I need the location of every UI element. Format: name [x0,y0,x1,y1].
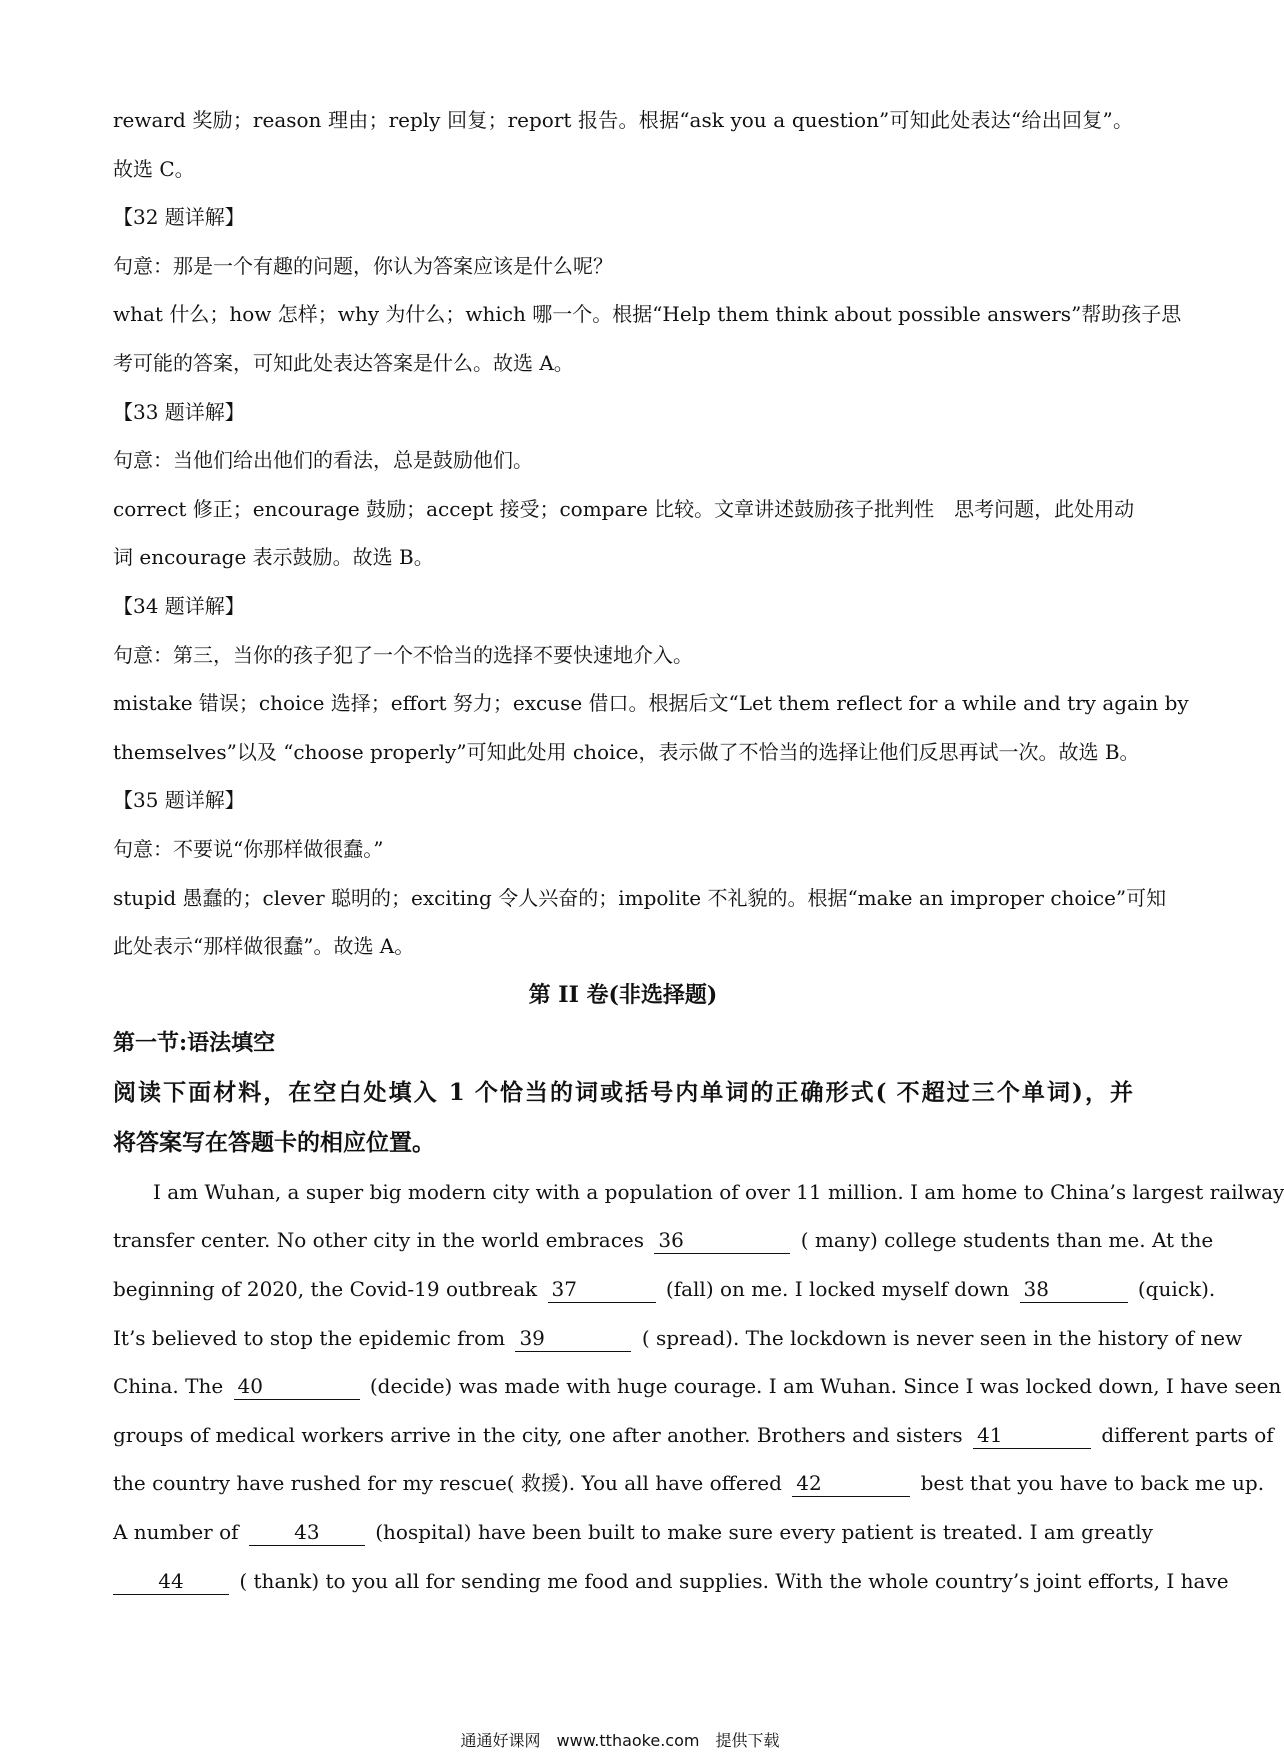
q35-heading: 【35 题详解】 [113,788,245,813]
blank-44: 44 [113,1568,229,1595]
blank-36: 36 [654,1227,790,1254]
passage-line6 [113,1411,1274,1460]
q33-explanation-line1: correct 修正；encourage 鼓励；accept 接受；compare 比较。文章讲述鼓励孩子批判性 思考问题，此处用动 [113,496,1135,521]
q35-explanation-line1: stupid 愚蠢的；clever 聪明的；exciting 令人兴奋的；impolite 不礼貌的。根据“make an improper choice”可知 [113,885,1167,910]
q32-meaning: 句意：那是一个有趣的问题，你认为答案应该是什么呢？ [113,253,613,278]
passage-line2 [113,1216,1214,1265]
passage-line8 [113,1508,1153,1557]
passage-text: different parts of [1101,1422,1274,1447]
blank-40: 40 [234,1373,360,1400]
passage-line1: I am Wuhan, a super big modern city with a population of over 11 million. I am home to China’s largest railway [153,1179,1284,1204]
q34-explanation-line1: mistake 错误；choice 选择；effort 努力；excuse 借口。根据后文“Let them reflect for a while and try again by [113,691,1189,716]
passage-text: best that you have to back me up. [920,1471,1265,1496]
q32-explanation-line1: what 什么；how 怎样；why 为什么；which 哪一个。根据“Help them think about possible answers”帮助孩子思 [113,302,1182,327]
passage-text: ( thank) to you all for sending me food and supplies. With the whole country’s joint efforts, I have [239,1568,1229,1593]
q34-explanation-line2: themselves”以及 “choose properly”可知此处用 choice，表示做了不恰当的选择让他们反思再试一次。故选 B。 [113,739,1140,764]
passage-line4 [113,1314,1243,1363]
q35-explanation-line2: 此处表示“那样做很蠢”。故选 A。 [113,934,415,959]
passage-text: (hospital) have been built to make sure every patient is treated. I am greatly [375,1520,1153,1545]
instruction-line1: 阅读下面材料，在空白处填入 1 个恰当的词或括号内单词的正确形式( 不超过三个单词)，并 [113,1078,1133,1106]
passage-text: (fall) on me. I locked myself down [665,1277,1010,1302]
q33-heading: 【33 题详解】 [113,399,245,424]
passage-line5 [113,1362,1282,1411]
passage-line7 [113,1459,1265,1508]
passage-text: beginning of 2020, the Covid-19 outbreak [113,1277,538,1302]
q32-heading: 【32 题详解】 [113,205,245,230]
q33-meaning: 句意：当他们给出他们的看法，总是鼓励他们。 [113,448,533,473]
q31-explanation-line1: reward 奖励；reason 理由；reply 回复；report 报告。根据“ask you a question”可知此处表达“给出回复”。 [113,108,1133,132]
blank-39: 39 [515,1325,631,1352]
passage-line9 [113,1557,1229,1606]
passage-text: the country have rushed for my rescue( 救援). You all have offered [113,1471,782,1496]
passage-text: A number of [113,1520,239,1545]
q34-heading: 【34 题详解】 [113,593,245,618]
passage-text: ( many) college students than me. At the [800,1228,1214,1253]
passage-line3 [113,1265,1216,1314]
q35-meaning: 句意：不要说“你那样做很蠢。” [113,836,384,861]
document-page [113,96,1284,1605]
blank-38: 38 [1020,1276,1128,1303]
q33-explanation-line2: 词 encourage 表示鼓励。故选 B。 [113,545,434,570]
part2-title: 第 II 卷(非选择题) [528,981,718,1008]
blank-37: 37 [548,1276,656,1303]
passage-text: (decide) was made with huge courage. I am Wuhan. Since I was locked down, I have seen [369,1374,1282,1399]
passage-text: transfer center. No other city in the world embraces [113,1228,645,1253]
passage-text: groups of medical workers arrive in the city, one after another. Brothers and sisters [113,1422,963,1447]
page-footer: 通通好课网 www.tthaoke.com 提供下载 [460,1731,780,1750]
section-title: 第一节:语法填空 [113,1030,276,1057]
blank-41: 41 [973,1422,1091,1449]
q32-explanation-line2: 考可能的答案，可知此处表达答案是什么。故选 A。 [113,350,574,375]
instruction-line2: 将答案写在答题卡的相应位置。 [113,1128,435,1156]
q34-meaning: 句意：第三，当你的孩子犯了一个不恰当的选择不要快速地介入。 [113,642,693,667]
passage-text: It’s believed to stop the epidemic from [113,1325,506,1350]
blank-42: 42 [792,1470,910,1497]
blank-43: 43 [249,1519,365,1546]
passage-text: ( spread). The lockdown is never seen in the history of new [641,1325,1243,1350]
passage-text: China. The [113,1374,224,1399]
q31-explanation-line2: 故选 C。 [113,156,195,181]
passage-text: (quick). [1137,1277,1216,1302]
